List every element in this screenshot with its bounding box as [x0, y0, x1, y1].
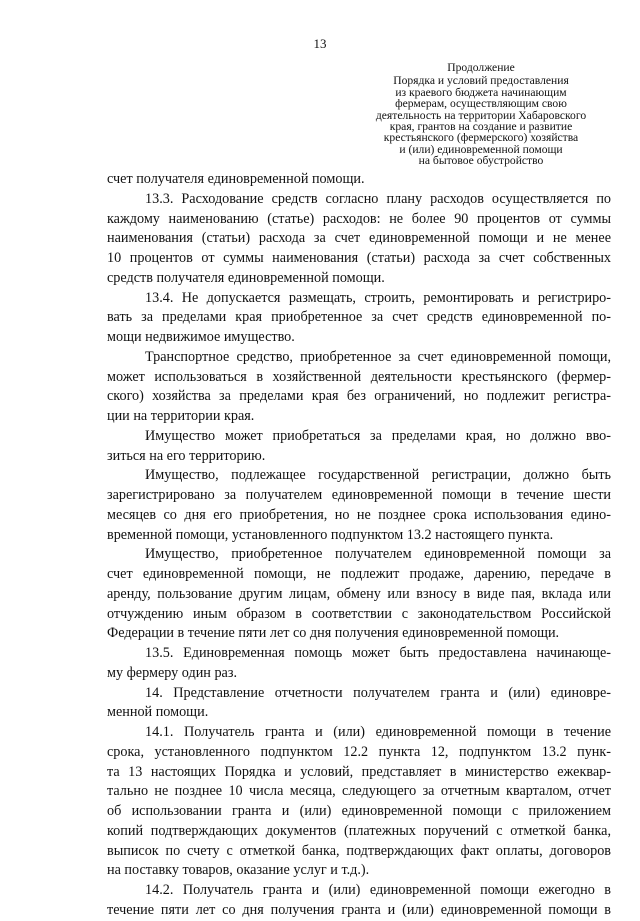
- header-line: и (или) единовременной помощи: [399, 142, 563, 156]
- text-line: аренду, пользование другим лицам, обмену или взносу в виде пая, вклада или: [107, 585, 611, 602]
- header-line: из краевого бюджета начинающим: [395, 85, 567, 99]
- paragraph-first-line: Имущество, приобретенное получателем единовременной помощи за: [145, 546, 611, 563]
- text-line: месяцев со дня его приобретения, но не позднее срока использования едино-: [107, 506, 611, 523]
- header-line: Порядка и условий предоставления: [393, 74, 569, 88]
- text-line: зарегистрировано за получателем единовременной помощи в течение шести: [107, 487, 611, 503]
- text-line: отчуждению иным образом в соответствии с законодательством Российской: [107, 605, 611, 622]
- appendix-header: [370, 62, 592, 167]
- text-line: на поставку товаров, оказание услуг и т.д.).: [107, 862, 370, 879]
- text-line: течение пяти лет со дня получения гранта и (или) единовременной помощи в: [107, 901, 611, 918]
- text-line: счет получателя единовременной помощи.: [107, 171, 365, 187]
- continuation-label: Продолжение: [447, 61, 515, 74]
- paragraph-first-line: Имущество, подлежащее государственной регистрации, должно быть: [145, 467, 611, 484]
- paragraph-first-line: 13.3. Расходование средств согласно плану расходов осуществляется по: [145, 190, 611, 207]
- header-line: края, грантов на создание и развитие: [389, 120, 573, 134]
- document-body: [107, 170, 611, 921]
- header-line: деятельность на территории Хабаровского: [375, 108, 587, 122]
- text-line: вать за пределами края приобретенное за счет средств единовременной по-: [107, 309, 611, 326]
- text-line: может использоваться в хозяйственной деятельности крестьянского (фермер-: [107, 368, 611, 385]
- text-line: копий подтверждающих документов (платежных поручений с отметкой банка,: [107, 822, 611, 839]
- paragraph-first-line: 13.5. Единовременная помощь может быть предоставлена начинающе-: [145, 645, 611, 661]
- header-line: фермерам, осуществляющим свою: [395, 97, 567, 111]
- paragraph-first-line: 14.2. Получатель гранта и (или) единовременной помощи ежегодно в: [145, 882, 611, 898]
- text-line: выписок по счету с отметкой банка, подтверждающих факт оплаты, договоров: [107, 842, 611, 859]
- header-lines: [370, 75, 592, 166]
- text-line: 10 процентов от суммы наименования (статьи) расхода за счет собственных: [107, 250, 611, 266]
- text-line: тально не позднее 10 числа месяца, следующего за отчетным кварталом, отчет: [107, 783, 611, 800]
- text-line: временной помощи, установленного подпунктом 13.2 настоящего пункта.: [107, 526, 554, 543]
- header-line: крестьянского (фермерского) хозяйства: [383, 131, 579, 145]
- text-line: менной помощи.: [107, 704, 209, 721]
- text-line: счет единовременной помощи, не подлежит продаже, дарению, передаче в: [107, 566, 611, 582]
- text-line: ского) хозяйства за пределами края без ограничений, но подлежит регистра-: [107, 388, 611, 405]
- text-line: Федерации в течение пяти лет со дня получения единовременной помощи.: [107, 625, 560, 642]
- paragraph-first-line: Имущество может приобретаться за пределами края, но должно вво-: [145, 427, 611, 444]
- text-line: наименования (статьи) расхода за счет единовременной помощи и не менее: [107, 230, 611, 247]
- text-line: зиться на его территорию.: [107, 447, 266, 464]
- text-line: об использовании гранта и (или) единовременной помощи с приложением: [107, 803, 611, 819]
- page-number: 13: [313, 36, 327, 51]
- text-line: средств получателя единовременной помощи.: [107, 269, 385, 286]
- text-line: ции на территории края.: [107, 408, 255, 424]
- text-line: му фермеру один раз.: [107, 664, 237, 681]
- header-line: на бытовое обустройство: [418, 154, 544, 168]
- paragraph-first-line: 14.1. Получатель гранта и (или) единовременной помощи в течение: [145, 724, 611, 740]
- text-line: мощи недвижимое имущество.: [107, 329, 295, 345]
- text-line: срока, установленного подпунктом 12.2 пункта 12, подпунктом 13.2 пунк-: [107, 743, 611, 760]
- text-line: каждому наименованию (статье) расходов: не более 90 процентов от суммы: [107, 210, 611, 227]
- paragraph-first-line: 14. Представление отчетности получателем гранта и (или) единовре-: [145, 684, 611, 701]
- paragraph-first-line: Транспортное средство, приобретенное за счет единовременной помощи,: [145, 348, 611, 365]
- text-line: та 13 настоящих Порядка и условий, представляет в министерство ежеквар-: [107, 763, 611, 780]
- paragraph-first-line: 13.4. Не допускается размещать, строить, ремонтировать и регистриро-: [145, 289, 611, 306]
